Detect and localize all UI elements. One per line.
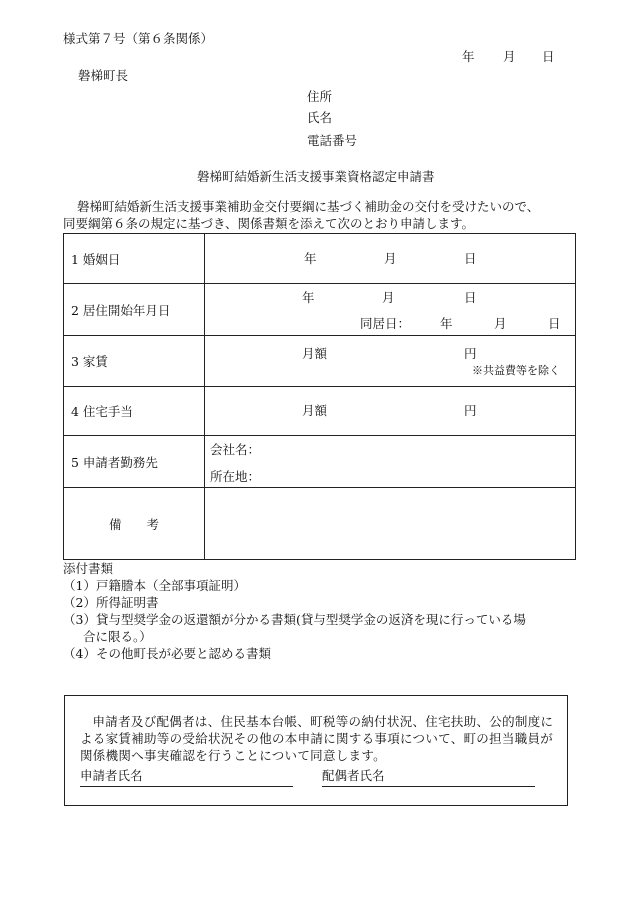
cohabit-month: 月 bbox=[494, 316, 507, 331]
attachment-item: （3）貸与型奨学金の返還額が分かる書類(貸与型奨学金の返済を現に行っている場 bbox=[63, 612, 526, 627]
date-day-label: 日 bbox=[542, 49, 555, 64]
residence-start-field[interactable] bbox=[205, 284, 576, 336]
applicant-signature-line[interactable] bbox=[80, 786, 293, 787]
rent-field[interactable] bbox=[205, 336, 576, 387]
date-month-label: 月 bbox=[503, 49, 516, 64]
remarks-label: 備 考 bbox=[64, 488, 205, 560]
rent-monthly-label: 月額 bbox=[302, 346, 328, 361]
rent-label: 3 家賃 bbox=[64, 336, 205, 387]
company-location-label: 所在地： bbox=[210, 469, 261, 484]
table-row-marriage-date bbox=[64, 234, 576, 284]
employer-field[interactable] bbox=[205, 436, 576, 488]
address-label: 住所 bbox=[307, 89, 333, 104]
attachment-item: （4）その他町長が必要と認める書類 bbox=[63, 646, 271, 661]
attachment-item-continued: 合に限る。） bbox=[83, 629, 152, 644]
table-row-rent bbox=[64, 336, 576, 387]
remarks-field[interactable] bbox=[205, 488, 576, 560]
spouse-signature-label: 配偶者氏名 bbox=[322, 768, 385, 783]
housing-allowance-monthly-label: 月額 bbox=[302, 403, 328, 418]
residence-start-year: 年 bbox=[302, 290, 315, 305]
intro-line-2: 同要綱第６条の規定に基づき、関係書類を添えて次のとおり申請します。 bbox=[63, 216, 475, 231]
table-row-remarks bbox=[64, 488, 576, 560]
rent-yen-label: 円 bbox=[464, 346, 477, 361]
attachments-heading: 添付書類 bbox=[63, 561, 114, 576]
table-row-housing-allowance bbox=[64, 387, 576, 436]
document-title: 磐梯町結婚新生活支援事業資格認定申請書 bbox=[197, 169, 435, 184]
table-row-employer bbox=[64, 436, 576, 488]
consent-box bbox=[64, 695, 568, 806]
form-number: 様式第７号（第６条関係） bbox=[63, 31, 214, 46]
phone-label: 電話番号 bbox=[307, 133, 358, 148]
consent-text: 申請者及び配偶者は、住民基本台帳、町税等の納付状況、住宅扶助、公的制度による家賃補助等の受給状況その他の本申請に関する事項について、町の担当職員が関係機関へ事実確認を行うことについて同意します。 bbox=[80, 714, 554, 763]
recipient-name: 磐梯町長 bbox=[78, 68, 129, 83]
marriage-date-label: 1 婚姻日 bbox=[64, 234, 205, 284]
cohabit-day: 日 bbox=[548, 316, 561, 331]
intro-line-1: 磐梯町結婚新生活支援事業補助金交付要綱に基づく補助金の交付を受けたいので、 bbox=[77, 199, 540, 214]
marriage-date-day: 日 bbox=[464, 251, 477, 266]
table-row-residence-start bbox=[64, 284, 576, 336]
marriage-date-year: 年 bbox=[304, 251, 317, 266]
attachment-item: （2）所得証明書 bbox=[63, 595, 159, 610]
marriage-date-field[interactable] bbox=[205, 234, 576, 284]
housing-allowance-label: 4 住宅手当 bbox=[64, 387, 205, 436]
name-label: 氏名 bbox=[307, 110, 333, 125]
attachment-item: （1）戸籍謄本（全部事項証明） bbox=[63, 578, 246, 593]
application-table bbox=[63, 233, 576, 560]
cohabit-year: 年 bbox=[440, 316, 453, 331]
company-name-label: 会社名： bbox=[210, 442, 261, 457]
cohabit-date-label: 同居日： bbox=[360, 316, 411, 331]
housing-allowance-field[interactable] bbox=[205, 387, 576, 436]
spouse-signature-line[interactable] bbox=[322, 786, 535, 787]
residence-start-month: 月 bbox=[382, 290, 395, 305]
applicant-signature-label: 申請者氏名 bbox=[80, 768, 143, 783]
housing-allowance-yen-label: 円 bbox=[464, 403, 477, 418]
date-year-label: 年 bbox=[462, 49, 475, 64]
employer-label: 5 申請者勤務先 bbox=[64, 436, 205, 488]
marriage-date-month: 月 bbox=[384, 251, 397, 266]
residence-start-label: 2 居住開始年月日 bbox=[64, 284, 205, 336]
rent-note: ※共益費等を除く bbox=[472, 364, 560, 377]
residence-start-day: 日 bbox=[464, 290, 477, 305]
